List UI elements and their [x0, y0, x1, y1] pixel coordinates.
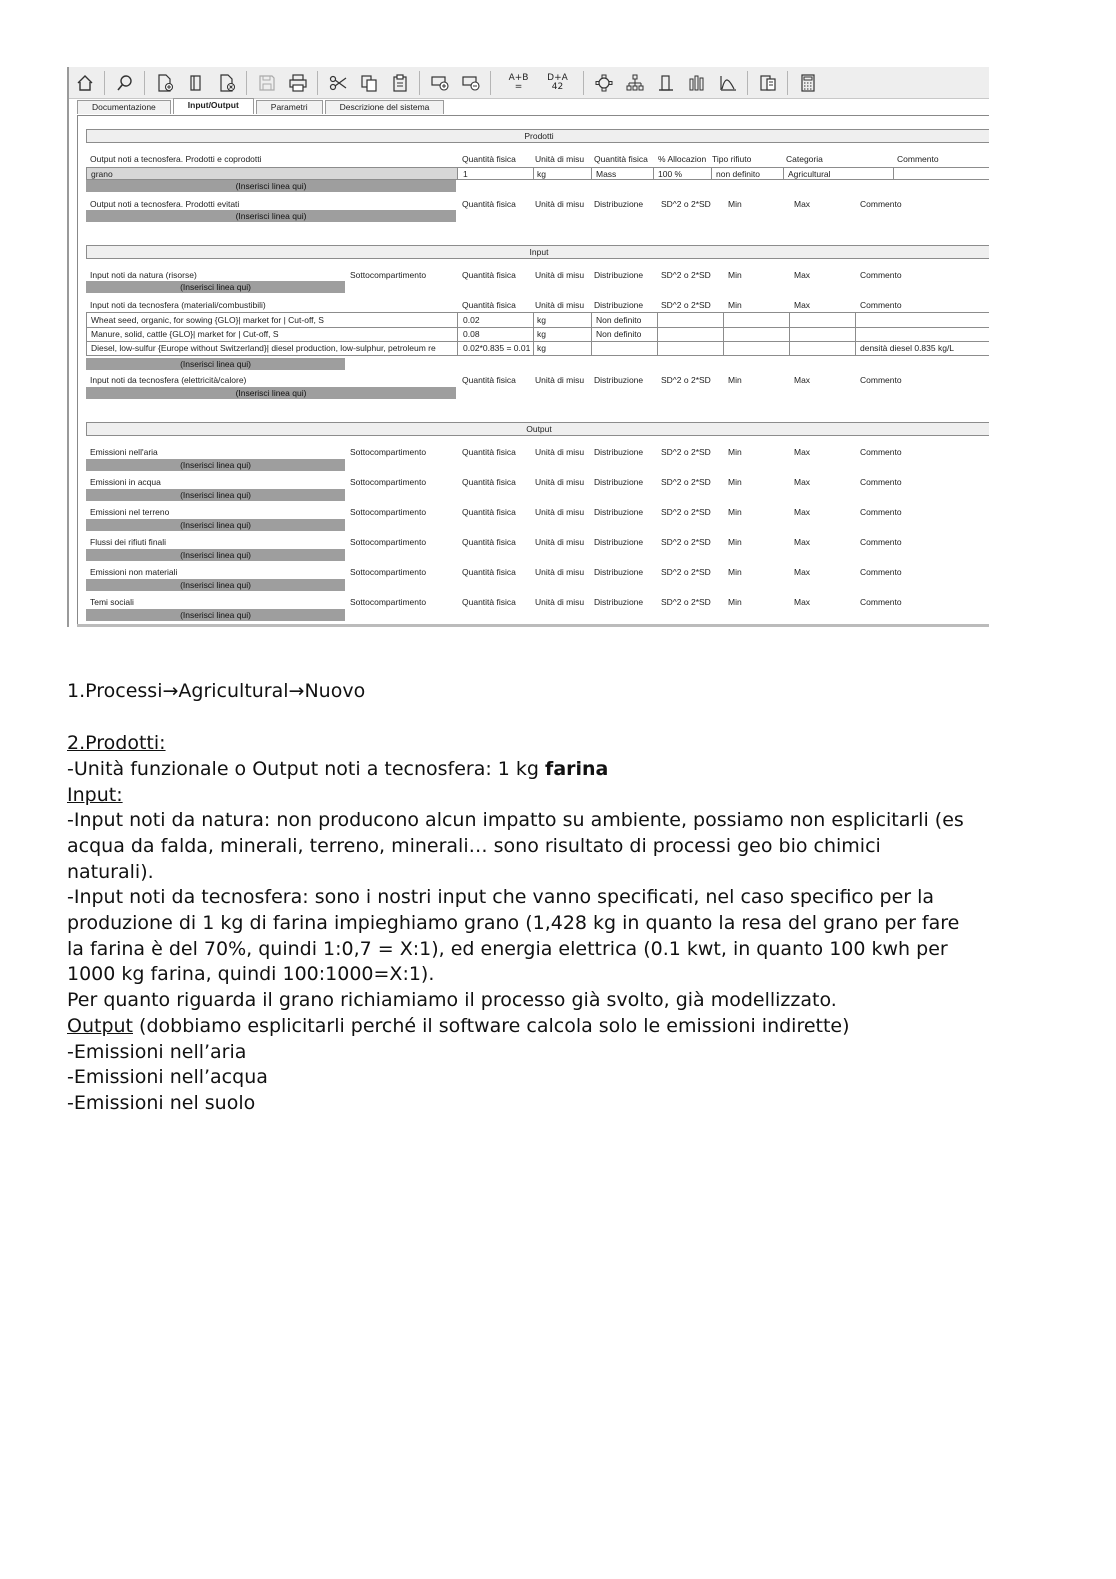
- output-col-header: Sottocompartimento: [350, 507, 427, 517]
- open-icon[interactable]: [180, 68, 211, 97]
- col-unita: Unità di misu: [535, 199, 585, 209]
- avoided-header-label: Output noti a tecnosfera. Prodotti evitati: [90, 199, 240, 209]
- home-icon[interactable]: [69, 68, 100, 97]
- col-sottocompartimento: Sottocompartimento: [350, 270, 427, 280]
- output-col-header: SD^2 o 2*SD: [661, 537, 711, 547]
- tab-documentazione[interactable]: Documentazione: [77, 100, 171, 114]
- output-col-header: Max: [794, 597, 811, 607]
- col-unita: Unità di misu: [535, 375, 585, 385]
- output-col-header: Max: [794, 567, 811, 577]
- output-row-label: Emissioni non materiali: [90, 567, 178, 577]
- col-distribuzione: Distribuzione: [594, 199, 644, 209]
- output-row-label: Emissioni nel terreno: [90, 507, 170, 517]
- report-icon[interactable]: [752, 68, 783, 97]
- output-col-header: Distribuzione: [594, 567, 644, 577]
- emission-air: -Emissioni nell’aria: [67, 1041, 247, 1063]
- techno-line-3: la farina è del 70%, quindi 1:0,7 = X:1), ed energia elettrica (0.1 kwt, in quanto 100 kwh per: [67, 938, 948, 960]
- output-col-header: Quantità fisica: [462, 447, 516, 457]
- techno-line-4: 1000 kg farina, quindi 100:1000=X:1).: [67, 963, 435, 985]
- building-icon[interactable]: [650, 68, 681, 97]
- output-col-header: Unità di misu: [535, 567, 585, 577]
- output-col-header: Max: [794, 507, 811, 517]
- output-col-header: Min: [728, 447, 742, 457]
- output-row-label: Temi sociali: [90, 597, 134, 607]
- section-input: Input: [86, 245, 989, 259]
- output-row-label: Flussi dei rifiuti finali: [90, 537, 167, 547]
- nature-line-1: -Input noti da natura: non producono alcun impatto su ambiente, possiamo non esplicitarli (es: [67, 809, 964, 831]
- software-screenshot: [67, 67, 989, 627]
- insert-line-button[interactable]: (Inserisci linea qui): [86, 358, 345, 370]
- col-quantita: Quantità fisica: [462, 270, 516, 280]
- col-commento: Commento: [860, 300, 902, 310]
- techno-row-2-dist[interactable]: Non definito: [596, 329, 642, 339]
- output-heading: Output: [67, 1015, 133, 1037]
- network-icon[interactable]: [588, 68, 619, 97]
- tab-parametri[interactable]: Parametri: [256, 100, 323, 114]
- insert-line-button[interactable]: (Inserisci linea qui): [86, 459, 345, 471]
- techno-row-3-name[interactable]: Diesel, low-sulfur {Europe without Switzerland}| diesel production, low-sulphur, petroleum re: [91, 343, 436, 353]
- table-row[interactable]: [86, 167, 989, 180]
- output-row-label: Emissioni nell'aria: [90, 447, 158, 457]
- output-col-header: Quantità fisica: [462, 597, 516, 607]
- col-min: Min: [728, 375, 742, 385]
- col-quantita-2: Quantità fisica: [594, 154, 648, 164]
- techno-row-1-dist[interactable]: Non definito: [596, 315, 642, 325]
- functional-unit: -Unità funzionale o Output noti a tecnosfera: 1 kg farina: [67, 758, 609, 780]
- output-col-header: Max: [794, 477, 811, 487]
- output-col-header: Unità di misu: [535, 507, 585, 517]
- techno-row-3-unit[interactable]: kg: [537, 343, 546, 353]
- save-icon[interactable]: [251, 68, 282, 97]
- output-col-header: Distribuzione: [594, 477, 644, 487]
- col-sd: SD^2 o 2*SD: [661, 300, 711, 310]
- step-2-heading: 2.Prodotti:: [67, 732, 166, 754]
- output-col-header: Min: [728, 537, 742, 547]
- col-min: Min: [728, 300, 742, 310]
- output-col-header: Quantità fisica: [462, 567, 516, 577]
- output-col-header: SD^2 o 2*SD: [661, 597, 711, 607]
- col-unita: Unità di misu: [535, 300, 585, 310]
- output-col-header: Sottocompartimento: [350, 477, 427, 487]
- techno-row-1-unit[interactable]: kg: [537, 315, 546, 325]
- col-distribuzione: Distribuzione: [594, 375, 644, 385]
- copy-icon[interactable]: [353, 68, 384, 97]
- col-min: Min: [728, 199, 742, 209]
- output-col-header: SD^2 o 2*SD: [661, 447, 711, 457]
- col-max: Max: [794, 199, 811, 209]
- output-col-header: Sottocompartimento: [350, 567, 427, 577]
- output-col-header: Commento: [860, 447, 902, 457]
- farina-bold: farina: [545, 758, 609, 780]
- output-col-header: Commento: [860, 567, 902, 577]
- col-quantita: Quantità fisica: [462, 300, 516, 310]
- techno-row-2-qty[interactable]: 0.08: [463, 329, 480, 339]
- bar-chart-icon[interactable]: [681, 68, 712, 97]
- insert-line-button[interactable]: (Inserisci linea qui): [86, 579, 345, 591]
- insert-line-button[interactable]: (Inserisci linea qui): [86, 281, 345, 293]
- toolbar: [69, 67, 989, 99]
- col-sd: SD^2 o 2*SD: [661, 199, 711, 209]
- output-col-header: Unità di misu: [535, 537, 585, 547]
- nature-header-label: Input noti da natura (risorse): [90, 270, 197, 280]
- product-unit[interactable]: kg: [537, 169, 546, 179]
- insert-line-icon[interactable]: [424, 68, 455, 97]
- techno-row-2-name[interactable]: Manure, solid, cattle {GLO}| market for | Cut-off, S: [91, 329, 279, 339]
- col-max: Max: [794, 300, 811, 310]
- paste-icon[interactable]: [384, 68, 415, 97]
- col-min: Min: [728, 270, 742, 280]
- techno-header-label: Input noti da tecnosfera (materiali/combustibili): [90, 300, 266, 310]
- output-col-header: Commento: [860, 597, 902, 607]
- grano-line: Per quanto riguarda il grano richiamiamo il processo già svolto, già modellizzato.: [67, 989, 837, 1011]
- col-quantita: Quantità fisica: [462, 375, 516, 385]
- col-max: Max: [794, 375, 811, 385]
- output-col-header: Sottocompartimento: [350, 537, 427, 547]
- new-doc-icon[interactable]: [149, 68, 180, 97]
- tab-input-output[interactable]: Input/Output: [173, 98, 254, 114]
- techno-row-3-comment[interactable]: densità diesel 0.835 kg/L: [860, 343, 955, 353]
- delete-line-icon[interactable]: [455, 68, 486, 97]
- output-col-header: Min: [728, 477, 742, 487]
- col-commento: Commento: [860, 270, 902, 280]
- product-qty[interactable]: 1: [463, 169, 468, 179]
- insert-line-button[interactable]: (Inserisci linea qui): [86, 387, 456, 399]
- emission-water: -Emissioni nell’acqua: [67, 1066, 268, 1088]
- techno-line-1: -Input noti da tecnosfera: sono i nostri input che vanno specificati, nel caso specifico per la: [67, 886, 935, 908]
- output-col-header: Unità di misu: [535, 447, 585, 457]
- techno-row-2-unit[interactable]: kg: [537, 329, 546, 339]
- output-line: Output (dobbiamo esplicitarli perché il software calcola solo le emissioni indirette): [67, 1015, 850, 1037]
- output-col-header: Unità di misu: [535, 477, 585, 487]
- nature-line-3: naturali).: [67, 861, 154, 883]
- insert-line-button[interactable]: (Inserisci linea qui): [86, 489, 345, 501]
- output-col-header: Quantità fisica: [462, 507, 516, 517]
- insert-line-button[interactable]: (Inserisci linea qui): [86, 180, 456, 192]
- tab-bar: [77, 98, 446, 114]
- emission-soil: -Emissioni nel suolo: [67, 1092, 256, 1114]
- tree-icon[interactable]: [619, 68, 650, 97]
- input-output-sheet: [77, 115, 989, 627]
- nature-line-2: acqua da falda, minerali, terreno, minerali… sono risultato di processi geo bio chimici: [67, 835, 881, 857]
- product-name[interactable]: grano: [91, 169, 113, 179]
- print-icon[interactable]: [282, 68, 313, 97]
- output-col-header: Distribuzione: [594, 507, 644, 517]
- insert-line-button[interactable]: (Inserisci linea qui): [86, 549, 345, 561]
- input-heading: Input:: [67, 784, 123, 806]
- product-category[interactable]: Agricultural: [788, 169, 831, 179]
- output-col-header: Quantità fisica: [462, 537, 516, 547]
- output-col-header: SD^2 o 2*SD: [661, 477, 711, 487]
- col-max: Max: [794, 270, 811, 280]
- tab-descrizione-sistema[interactable]: Descrizione del sistema: [325, 100, 445, 114]
- col-distribuzione: Distribuzione: [594, 270, 644, 280]
- col-allocazione: % Allocazion: [658, 154, 707, 164]
- col-sd: SD^2 o 2*SD: [661, 270, 711, 280]
- output-col-header: Distribuzione: [594, 447, 644, 457]
- techno-line-2: produzione di 1 kg di farina impieghiamo grano (1,428 kg in quanto la resa del grano per fare: [67, 912, 960, 934]
- output-col-header: Distribuzione: [594, 537, 644, 547]
- output-col-header: Min: [728, 567, 742, 577]
- insert-line-button[interactable]: (Inserisci linea qui): [86, 609, 345, 621]
- output-col-header: SD^2 o 2*SD: [661, 507, 711, 517]
- cut-icon[interactable]: [322, 68, 353, 97]
- search-icon[interactable]: [109, 68, 140, 97]
- output-col-header: Quantità fisica: [462, 477, 516, 487]
- elec-header-label: Input noti da tecnosfera (elettricità/calore): [90, 375, 247, 385]
- col-unita: Unità di misu: [535, 270, 585, 280]
- output-col-header: Sottocompartimento: [350, 447, 427, 457]
- techno-table: [86, 312, 989, 356]
- output-col-header: Commento: [860, 477, 902, 487]
- output-col-header: Unità di misu: [535, 597, 585, 607]
- insert-line-button[interactable]: (Inserisci linea qui): [86, 210, 456, 222]
- col-distribuzione: Distribuzione: [594, 300, 644, 310]
- col-quantita: Quantità fisica: [462, 154, 516, 164]
- output-col-header: Distribuzione: [594, 597, 644, 607]
- output-col-header: Commento: [860, 507, 902, 517]
- products-header-label: Output noti a tecnosfera. Prodotti e coprodotti: [90, 154, 262, 164]
- output-col-header: Commento: [860, 537, 902, 547]
- output-col-header: Max: [794, 447, 811, 457]
- techno-row-1-qty[interactable]: 0.02: [463, 315, 480, 325]
- techno-row-3-qty[interactable]: 0.02*0.835 = 0.01: [463, 343, 531, 353]
- d-plus-a-icon[interactable]: D+A 42: [547, 72, 568, 92]
- output-col-header: Max: [794, 537, 811, 547]
- col-commento: Commento: [860, 199, 902, 209]
- col-sd: SD^2 o 2*SD: [661, 375, 711, 385]
- col-tipo-rifiuto: Tipo rifiuto: [712, 154, 752, 164]
- product-qty-type[interactable]: Mass: [596, 169, 617, 179]
- step-1: 1.Processi→Agricultural→Nuovo: [67, 680, 366, 702]
- close-doc-icon[interactable]: [211, 68, 242, 97]
- output-row-label: Emissioni in acqua: [90, 477, 161, 487]
- output-col-header: Min: [728, 507, 742, 517]
- curve-icon[interactable]: [712, 68, 743, 97]
- insert-line-button[interactable]: (Inserisci linea qui): [86, 519, 345, 531]
- techno-row-1-name[interactable]: Wheat seed, organic, for sowing {GLO}| market for | Cut-off, S: [91, 315, 324, 325]
- bottom-scroll-edge: [77, 624, 989, 627]
- col-quantita: Quantità fisica: [462, 199, 516, 209]
- calculator-icon[interactable]: [792, 68, 823, 97]
- a-plus-b-icon[interactable]: A+B =: [508, 72, 529, 92]
- section-prodotti: Prodotti: [86, 129, 989, 143]
- col-unita: Unità di misu: [535, 154, 585, 164]
- output-col-header: Sottocompartimento: [350, 597, 427, 607]
- product-waste-type[interactable]: non definito: [716, 169, 760, 179]
- col-categoria: Categoria: [786, 154, 823, 164]
- product-allocation[interactable]: 100 %: [658, 169, 683, 179]
- output-col-header: Min: [728, 597, 742, 607]
- section-output: Output: [86, 422, 989, 436]
- output-col-header: SD^2 o 2*SD: [661, 567, 711, 577]
- col-commento: Commento: [860, 375, 902, 385]
- col-commento: Commento: [897, 154, 939, 164]
